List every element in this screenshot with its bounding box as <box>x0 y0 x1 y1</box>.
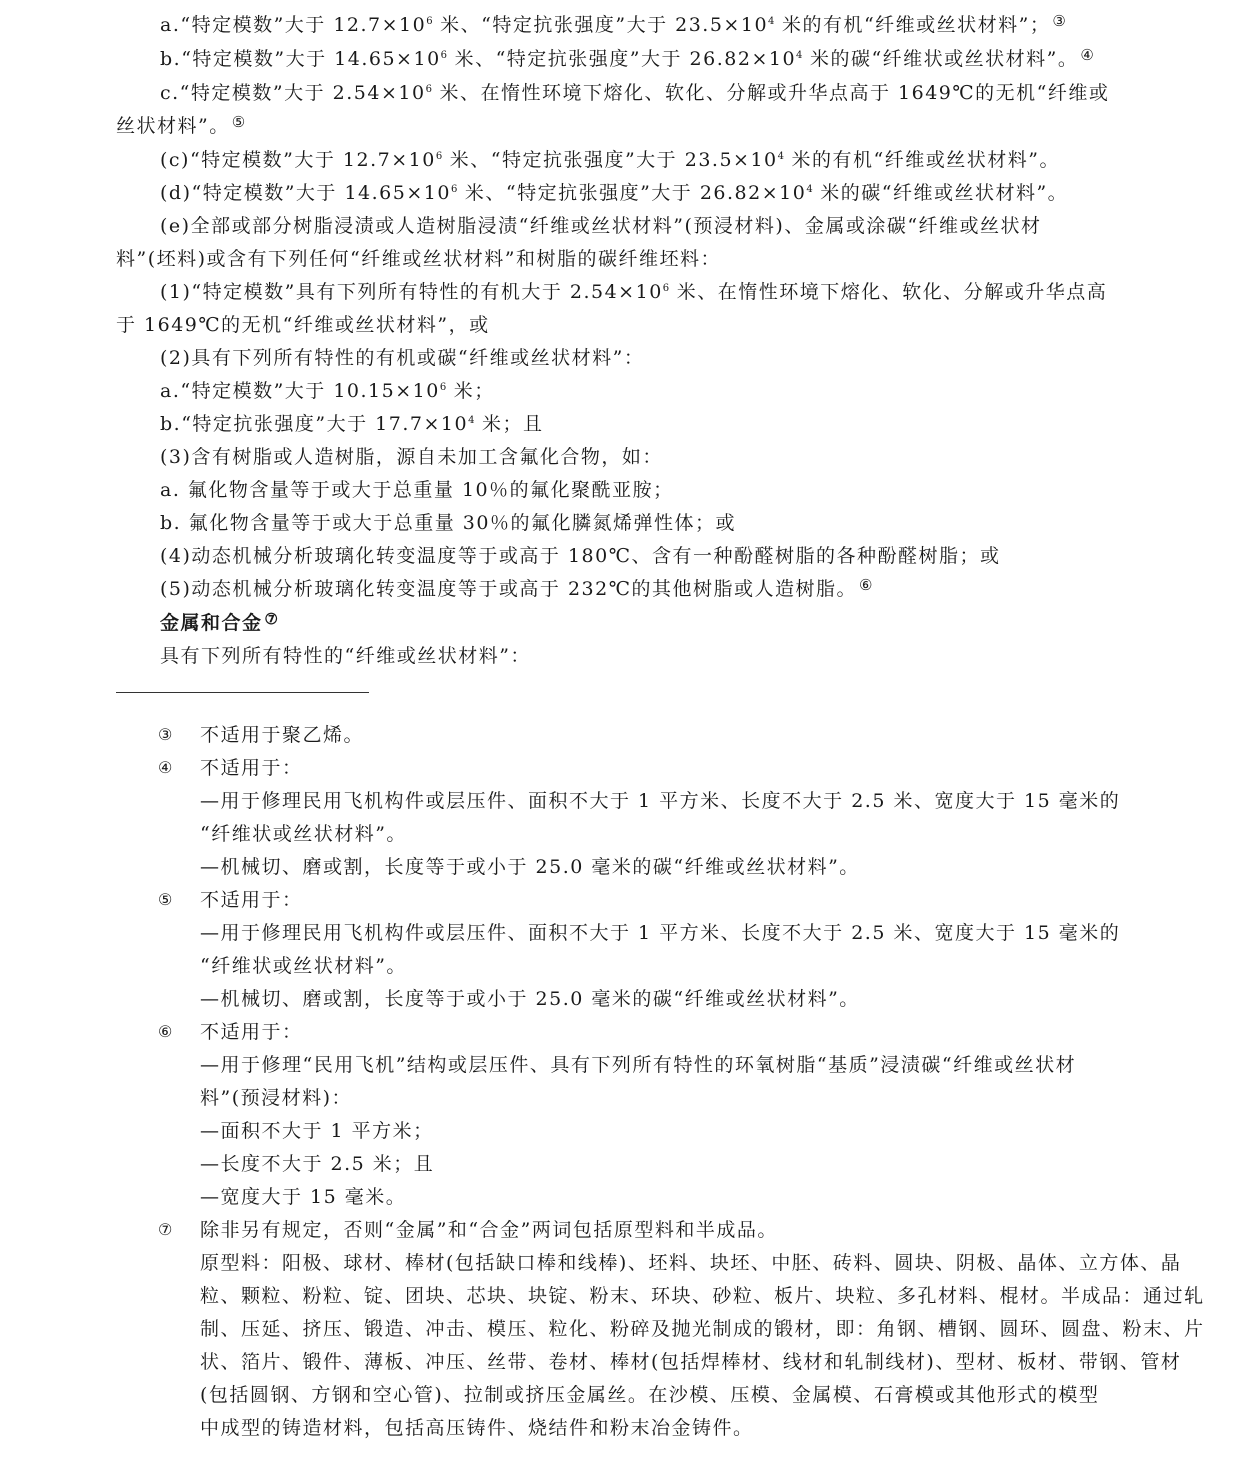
footnote-line: —机械切、磨或割，长度等于或小于 25.0 毫米的碳“纤维或丝状材料”。 <box>200 988 860 1010</box>
section-heading <box>160 608 278 638</box>
line-text: 米、“特定抗张强度”大于 26.82×10 <box>457 182 807 204</box>
footnote-line: 状、箔片、锻件、薄板、冲压、丝带、卷材、棒材(包括焊棒材、线材和轧制线材)、型材、板材、带钢、管材 <box>200 1351 1182 1373</box>
body-line <box>160 277 1107 307</box>
body-line <box>160 211 1042 241</box>
body-line <box>160 78 1109 108</box>
line-text: 米；且 <box>474 413 544 435</box>
line-text: 料”(坯料)或含有下列任何“纤维或丝状材料”和树脂的碳纤维坯料： <box>116 248 721 270</box>
line-text: (d)“特定模数”大于 14.65×10 <box>160 182 451 204</box>
exponent: 6 <box>439 382 447 393</box>
exponent: 6 <box>440 50 448 61</box>
footnote-line: “纤维状或丝状材料”。 <box>200 823 407 845</box>
footnote-line: 粒、颗粒、粉粒、锭、团块、芯块、块锭、粉末、环块、砂粒、板片、块粒、多孔材料、棍材。半成品：通过轧 <box>200 1285 1205 1307</box>
body-line <box>160 574 872 604</box>
footnote-line: 不适用于： <box>200 1021 303 1043</box>
footnote-number: ⑦ <box>158 1220 173 1239</box>
footnote-line: 不适用于： <box>200 757 303 779</box>
footnote-number: ⑤ <box>158 890 173 909</box>
body-line <box>160 178 1068 208</box>
body-line <box>160 475 674 505</box>
line-text: a.“特定模数”大于 12.7×10 <box>160 14 427 36</box>
footnote-line: 原型料：阳极、球材、棒材(包括缺口棒和线棒)、坯料、块坯、中胚、砖料、圆块、阴极、晶体、立方体、晶 <box>200 1252 1182 1274</box>
footnote-line: —面积不大于 1 平方米； <box>200 1120 434 1142</box>
footnote-line: —用于修理民用飞机构件或层压件、面积不大于 1 平方米、长度不大于 2.5 米、宽度大于 15 毫米的 <box>200 790 1121 812</box>
footnote-line: 制、压延、挤压、锻造、冲击、模压、粒化、粉碎及抛光制成的锻材，即：角钢、槽钢、圆环、圆盘、粉末、片 <box>200 1318 1205 1340</box>
line-text: 米的有机“纤维或丝状材料”； <box>774 14 1051 36</box>
line-text: b. 氟化物含量等于或大于总重量 30％的氟化膦氮烯弹性体；或 <box>160 512 736 534</box>
line-text: (3)含有树脂或人造树脂，源自未加工含氟化合物，如： <box>160 446 663 468</box>
line-text: 米、“特定抗张强度”大于 26.82×10 <box>447 48 797 70</box>
body-line <box>160 508 736 538</box>
line-text: a. 氟化物含量等于或大于总重量 10％的氟化聚酰亚胺； <box>160 479 674 501</box>
exponent: 4 <box>777 151 785 162</box>
footnote-number: ⑥ <box>158 1022 173 1041</box>
exponent: 4 <box>806 184 813 195</box>
body-line <box>160 343 644 373</box>
footnote-line: —用于修理民用飞机构件或层压件、面积不大于 1 平方米、长度不大于 2.5 米、宽度大于 15 毫米的 <box>200 922 1121 944</box>
line-text: 米、“特定抗张强度”大于 23.5×10 <box>432 14 769 36</box>
exponent: 6 <box>662 283 670 294</box>
body-line <box>160 442 663 472</box>
line-text: 米； <box>446 380 495 402</box>
footnote-line: 不适用于聚乙烯。 <box>200 724 365 746</box>
exponent: 4 <box>796 50 803 61</box>
line-text: 米、在惰性环境下熔化、软化、分解或升华点高 <box>669 281 1108 303</box>
line-text: (1)“特定模数”具有下列所有特性的有机大于 2.54×10 <box>160 281 663 303</box>
footnote-line: 除非另有规定，否则“金属”和“合金”两词包括原型料和半成品。 <box>200 1219 778 1241</box>
footnote-line: 料”(预浸材料)： <box>200 1087 353 1109</box>
footnote-line: —长度不大于 2.5 米；且 <box>200 1153 435 1175</box>
body-line <box>160 541 1000 571</box>
line-text: c.“特定模数”大于 2.54×10 <box>160 82 426 104</box>
line-text: (5)动态机械分析玻璃化转变温度等于或高于 232℃的其他树脂或人造树脂。 <box>160 578 857 600</box>
line-text: 丝状材料”。 <box>116 115 230 137</box>
footnote-ref: ③ <box>1052 12 1066 30</box>
footnote-ref: ⑤ <box>231 113 246 131</box>
footnote-line: 中成型的铸造材料，包括高压铸件、烧结件和粉末冶金铸件。 <box>200 1417 754 1439</box>
line-text: 米的碳“纤维或丝状材料”。 <box>812 182 1069 204</box>
line-text: b.“特定抗张强度”大于 17.7×10 <box>160 413 469 435</box>
exponent: 6 <box>435 151 443 162</box>
line-text: 于 1649℃的无机“纤维或丝状材料”，或 <box>116 314 490 336</box>
body-line <box>116 244 721 274</box>
exponent: 6 <box>450 184 458 195</box>
body-line <box>160 145 1060 175</box>
footnote-ref: ⑦ <box>264 610 278 628</box>
body-line <box>160 641 531 671</box>
line-text: (e)全部或部分树脂浸渍或人造树脂浸渍“纤维或丝状材料”(预浸材料)、金属或涂碳“纤维或丝状材 <box>160 215 1042 237</box>
footnote-line: “纤维状或丝状材料”。 <box>200 955 407 977</box>
line-text: (4)动态机械分析玻璃化转变温度等于或高于 180℃、含有一种酚醛树脂的各种酚醛树脂；或 <box>160 545 1001 567</box>
body-line <box>160 376 495 406</box>
footnote-number: ③ <box>158 725 173 744</box>
line-text: (c)“特定模数”大于 12.7×10 <box>160 149 436 171</box>
footnote-line: —宽度大于 15 毫米。 <box>200 1186 407 1208</box>
footnote-ref: ⑥ <box>858 576 873 594</box>
body-line <box>160 44 1094 74</box>
footnote-ref: ④ <box>1080 46 1094 64</box>
body-line <box>116 310 490 340</box>
line-text: (2)具有下列所有特性的有机或碳“纤维或丝状材料”： <box>160 347 645 369</box>
exponent: 6 <box>426 16 433 27</box>
exponent: 4 <box>768 16 775 27</box>
footnote-separator <box>116 692 369 693</box>
footnote-line: (包括圆钢、方钢和空心管)、拉制或挤压金属丝。在沙模、压模、金属模、石膏模或其他形式的模型 <box>200 1384 1100 1406</box>
line-text: 金属和合金 <box>160 612 263 634</box>
footnote-number: ④ <box>158 758 173 777</box>
body-line <box>116 111 245 141</box>
line-text: b.“特定模数”大于 14.65×10 <box>160 48 441 70</box>
exponent: 6 <box>425 84 432 95</box>
line-text: a.“特定模数”大于 10.15×10 <box>160 380 440 402</box>
line-text: 米、“特定抗张强度”大于 23.5×10 <box>442 149 778 171</box>
line-text: 米的有机“纤维或丝状材料”。 <box>784 149 1060 171</box>
line-text: 米、在惰性环境下熔化、软化、分解或升华点高于 1649℃的无机“纤维或 <box>431 82 1110 104</box>
body-line <box>160 409 544 439</box>
line-text: 米的碳“纤维状或丝状材料”。 <box>802 48 1079 70</box>
footnote-line: 不适用于： <box>200 889 303 911</box>
footnote-line: —机械切、磨或割，长度等于或小于 25.0 毫米的碳“纤维或丝状材料”。 <box>200 856 860 878</box>
footnote-line: —用于修理“民用飞机”结构或层压件、具有下列所有特性的环氧树脂“基质”浸渍碳“纤维或丝状材 <box>200 1054 1077 1076</box>
line-text: 具有下列所有特性的“纤维或丝状材料”： <box>160 645 531 667</box>
exponent: 4 <box>468 415 475 426</box>
body-line <box>160 10 1066 40</box>
